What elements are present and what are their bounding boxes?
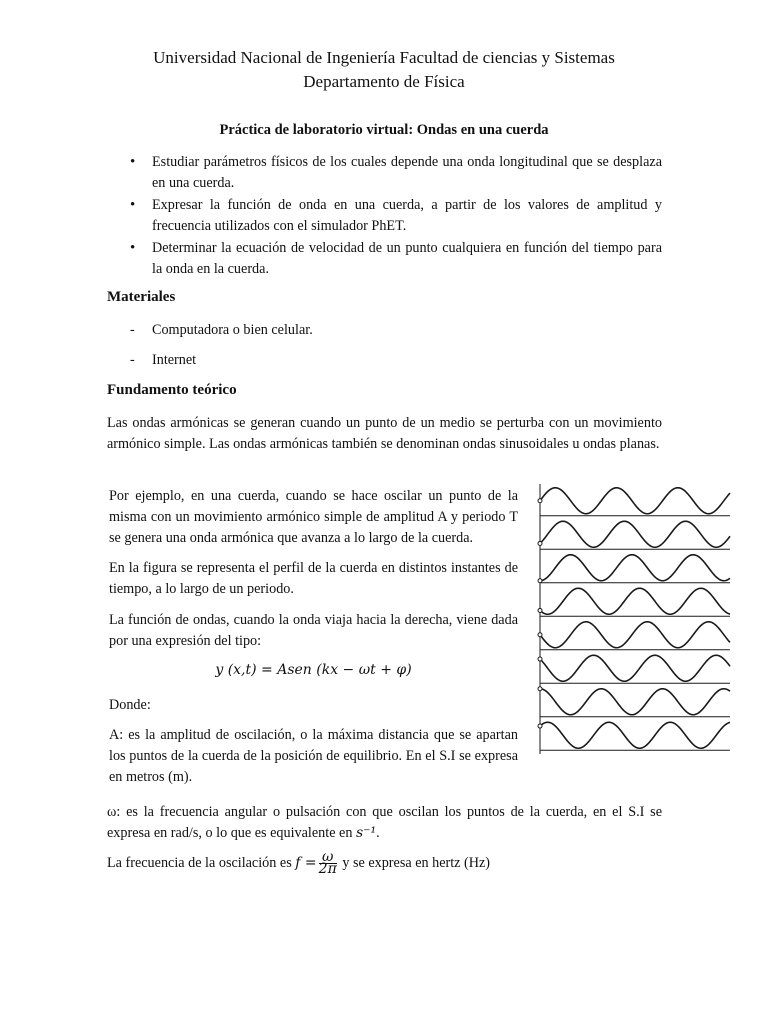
amplitude-definition: A: es la amplitud de oscilación, o la máxima distancia que se apartan los puntos de la cuerda de la posición de equilibrio. En el S.I se expresa en metros (m). (109, 727, 518, 785)
objectives-list (130, 152, 662, 281)
department-name: Departamento de Física (303, 72, 465, 91)
wave-snapshot (540, 722, 730, 748)
objective-item: • Determinar la ecuación de velocidad de un punto cualquiera en función del tiempo para la onda en la cuerda. (130, 238, 662, 280)
objective-item: • Expresar la función de onda en una cuerda, a partir de los valores de amplitud y frecuencia utilizados con el simulador PhET. (130, 195, 662, 237)
frequency-fraction (318, 849, 337, 877)
fraction-denominator: 2π (318, 861, 337, 877)
wave-snapshot (540, 622, 730, 648)
theory-intro: Las ondas armónicas se generan cuando un punto de un medio se perturba con un movimiento armónico simple. Las ondas armónicas también se denominan ondas sinusoidales u ondas planas. (107, 415, 662, 452)
frequency-text-end: y se expresa en hertz (Hz) (338, 854, 491, 871)
wave-snapshot (540, 488, 730, 514)
figure-description: En la figura se representa el perfil de la cuerda en distintos instantes de tiempo, a lo largo de un periodo. (109, 560, 518, 597)
practice-title: Práctica de laboratorio virtual: Ondas en una cuerda (219, 122, 549, 138)
wave-snapshot (540, 689, 730, 715)
frequency-symbol: f = (295, 854, 317, 871)
dash-marker: - (130, 352, 135, 368)
source-point (538, 657, 542, 661)
objective-item: • Estudiar parámetros físicos de los cuales depende una onda longitudinal que se desplaza en una cuerda. (130, 152, 662, 194)
materials-item-text: Computadora o bien celular. (152, 322, 313, 338)
university-name: Universidad Nacional de Ingeniería Facultad de ciencias y Sistemas (153, 48, 615, 67)
source-point (538, 608, 542, 612)
wave-function-intro: La función de ondas, cuando la onda viaja hacia la derecha, viene dada por una expresión del tipo: (109, 612, 518, 649)
materials-heading: Materiales (107, 289, 176, 305)
source-point (538, 724, 542, 728)
dash-marker: - (130, 322, 135, 338)
source-point (538, 579, 542, 583)
materials-item (130, 320, 313, 341)
wave-equation: y (x,t) = Asen (kx − ωt + φ) (215, 662, 412, 678)
wave-snapshot (540, 588, 730, 614)
omega-definition-text: ω: es la frecuencia angular o pulsación con que oscilan los puntos de la cuerda, en el S.I se expresa en rad/s, o lo que es equivalente en (107, 804, 662, 841)
theory-heading: Fundamento teórico (107, 382, 237, 398)
donde-label: Donde: (109, 697, 151, 713)
wave-snapshot (540, 655, 730, 681)
omega-definition-end: . (376, 825, 380, 841)
frequency-definition (107, 849, 491, 877)
omega-unit: s⁻¹ (355, 825, 377, 841)
frequency-text: La frecuencia de la oscilación es (107, 854, 296, 871)
source-point (538, 499, 542, 503)
source-point (538, 633, 542, 637)
materials-item-text: Internet (152, 352, 197, 368)
example-paragraph: Por ejemplo, en una cuerda, cuando se hace oscilar un punto de la misma con un movimiento armónico simple de amplitud A y periodo T se genera una onda armónica que avanza a lo largo de la cuerda. (109, 488, 518, 546)
wave-snapshot (540, 521, 730, 547)
source-point (538, 687, 542, 691)
wave-snapshot (540, 555, 730, 581)
wave-snapshots-figure (530, 478, 735, 756)
materials-item (130, 350, 196, 371)
fraction-numerator: ω (319, 852, 337, 864)
omega-definition (107, 802, 662, 844)
source-point (538, 541, 542, 545)
